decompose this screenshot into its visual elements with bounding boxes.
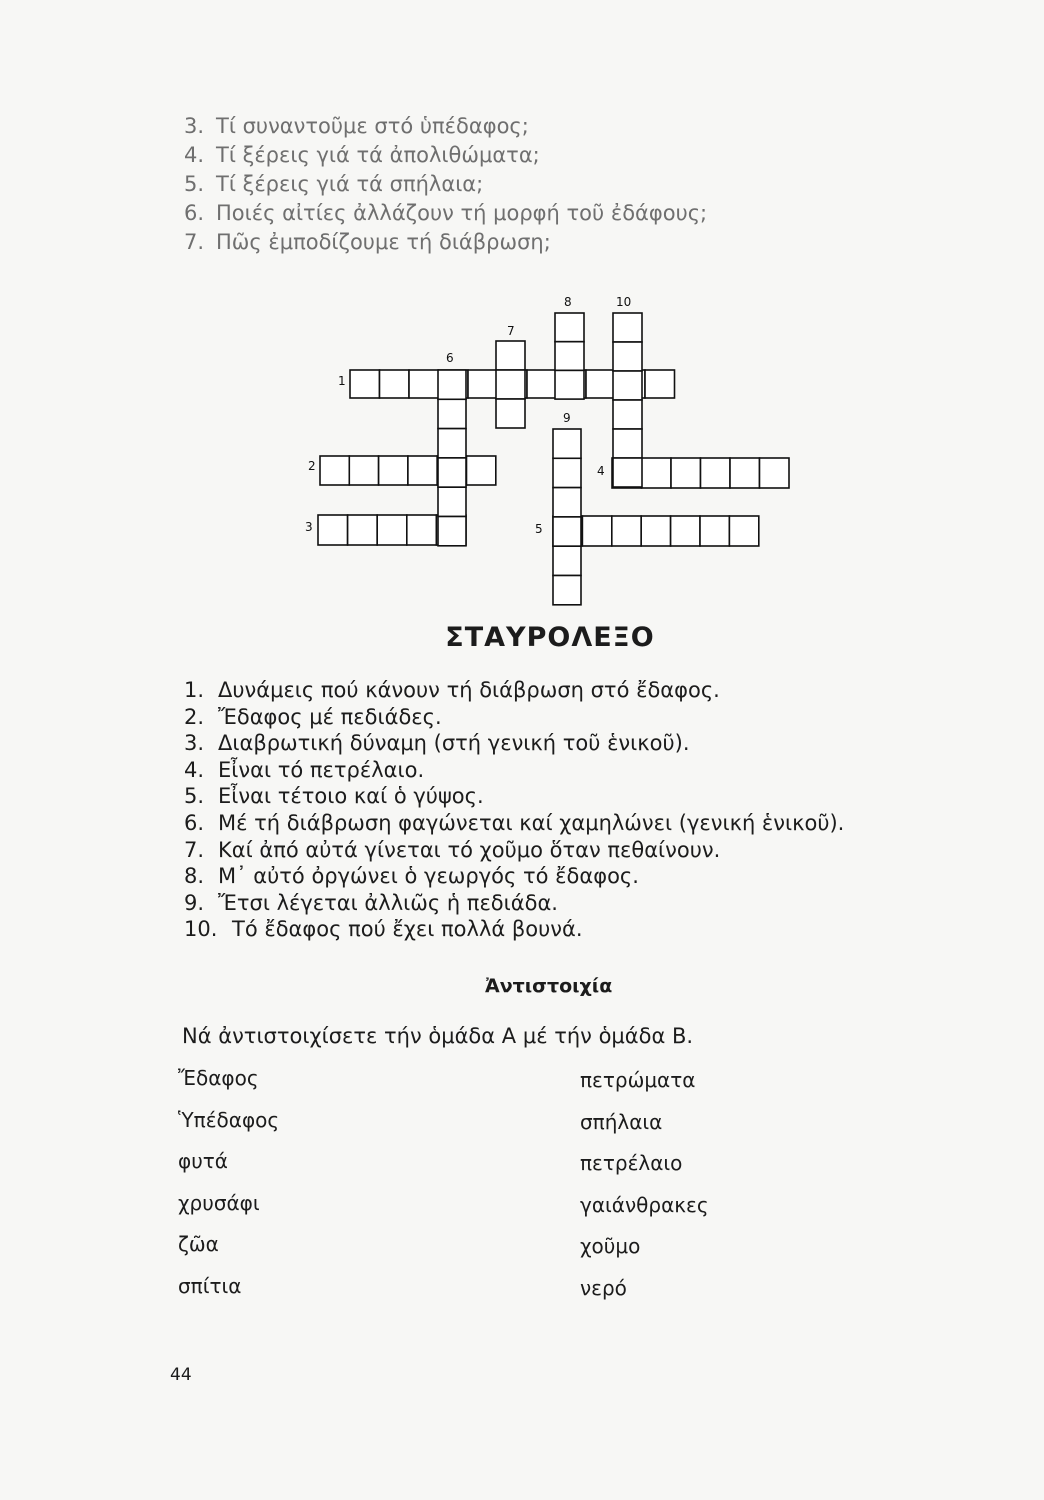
crossword-cell[interactable] <box>612 516 641 546</box>
clue-item: 5. Εἶναι τέτοιο καί ὁ γύψος. <box>184 784 484 809</box>
crossword-cell[interactable] <box>553 546 581 575</box>
group-b-item: γαιάνθρακες <box>580 1192 709 1217</box>
group-a-item: Ἔδαφος <box>178 1066 259 1090</box>
crossword-cell[interactable] <box>613 400 642 429</box>
crossword-cell[interactable] <box>641 516 670 546</box>
crossword-cell[interactable] <box>613 429 642 458</box>
crossword-cell[interactable] <box>468 370 498 398</box>
crossword-cell[interactable] <box>730 458 760 488</box>
crossword-cell[interactable] <box>760 458 790 488</box>
crossword-cell[interactable] <box>645 370 675 398</box>
group-b-item: πετρέλαιο <box>580 1151 683 1175</box>
crossword-cell[interactable] <box>348 515 378 545</box>
crossword-number-5: 5 <box>535 522 543 536</box>
crossword-cell[interactable] <box>407 515 437 545</box>
question-item: 6. Ποιές αἰτίες ἀλλάζουν τή μορφή τοῦ ἐδάφους; <box>184 201 708 225</box>
crossword-cell[interactable] <box>555 313 584 342</box>
crossword-cell[interactable] <box>613 342 642 371</box>
crossword-cell[interactable] <box>349 456 378 485</box>
crossword-cell[interactable] <box>438 399 466 428</box>
question-item: 4. Τί ξέρεις γιά τά ἀπολιθώματα; <box>184 143 540 167</box>
group-b-item: πετρώματα <box>580 1068 696 1092</box>
crossword-number-9: 9 <box>563 411 571 425</box>
crossword-cell[interactable] <box>582 516 611 546</box>
crossword-cell[interactable] <box>318 515 348 545</box>
crossword-cell[interactable] <box>409 370 439 398</box>
crossword-number-8: 8 <box>564 295 572 309</box>
crossword-cell[interactable] <box>700 516 729 546</box>
group-b-list <box>580 1060 709 1309</box>
crossword-cell[interactable] <box>555 370 584 399</box>
crossword-cells[interactable] <box>318 313 789 605</box>
crossword-cell[interactable] <box>553 576 581 605</box>
group-a-item: ζῶα <box>178 1232 219 1256</box>
crossword-title: ΣΤΑΥΡΟΛΕΞΟ <box>445 622 655 653</box>
group-b-item: νερό <box>580 1275 627 1300</box>
clue-item: 4. Εἶναι τό πετρέλαιο. <box>184 757 425 782</box>
clue-item: 3. Διαβρωτική δύναμη (στή γενική τοῦ ἑνικοῦ). <box>184 731 690 756</box>
clue-item: 6. Μέ τή διάβρωση φαγώνεται καί χαμηλώνει (γενική ἑνικοῦ). <box>184 810 845 835</box>
crossword-cell[interactable] <box>320 456 349 485</box>
crossword-cell[interactable] <box>527 370 557 398</box>
clue-item: 7. Καί ἀπό αὐτά γίνεται τό χοῦμο ὅταν πεθαίνουν. <box>184 837 721 862</box>
crossword-cell[interactable] <box>701 458 731 488</box>
question-item: 3. Τί συναντοῦμε στό ὑπέδαφος; <box>184 114 529 138</box>
crossword-number-2: 2 <box>308 459 316 473</box>
crossword-grid[interactable] <box>0 0 1044 640</box>
group-a-item: Ὑπέδαφος <box>178 1107 280 1132</box>
crossword-cell[interactable] <box>642 458 672 488</box>
crossword-cell[interactable] <box>350 370 380 398</box>
group-a-item: φυτά <box>178 1149 228 1173</box>
crossword-cell[interactable] <box>553 429 581 458</box>
crossword-cell[interactable] <box>729 516 758 546</box>
group-a-list <box>178 1058 279 1307</box>
crossword-cell[interactable] <box>438 458 466 487</box>
crossword-number-1: 1 <box>338 374 346 388</box>
clue-item: 8. Μ᾿ αὐτό ὀργώνει ὁ γεωργός τό ἔδαφος. <box>184 864 639 889</box>
question-item: 7. Πῶς ἐμποδίζουμε τή διάβρωση; <box>184 230 551 254</box>
matching-title: Ἀντιστοιχία <box>485 975 613 997</box>
crossword-cell[interactable] <box>586 370 616 398</box>
crossword-cell[interactable] <box>380 370 410 398</box>
crossword-number-6: 6 <box>446 351 454 365</box>
crossword-cell[interactable] <box>438 487 466 516</box>
group-b-item: χοῦμο <box>580 1234 641 1258</box>
group-b-item: σπήλαια <box>580 1109 663 1134</box>
crossword-cell[interactable] <box>613 371 642 400</box>
crossword-cell[interactable] <box>555 342 584 371</box>
crossword-cell[interactable] <box>496 399 525 428</box>
crossword-cell[interactable] <box>467 456 496 485</box>
crossword-cell[interactable] <box>553 458 581 487</box>
group-a-item: σπίτια <box>178 1273 242 1298</box>
group-a-item: χρυσάφι <box>178 1190 260 1215</box>
crossword-cell[interactable] <box>553 517 581 546</box>
crossword-number-7: 7 <box>507 324 515 338</box>
crossword-cell[interactable] <box>379 456 408 485</box>
crossword-cell[interactable] <box>671 516 700 546</box>
matching-instruction: Νά ἀντιστοιχίσετε τήν ὁμάδα Α μέ τήν ὁμάδα Β. <box>182 1024 694 1048</box>
crossword-cell[interactable] <box>377 515 407 545</box>
crossword-cell[interactable] <box>613 313 642 342</box>
crossword-cell[interactable] <box>438 370 466 399</box>
crossword-cell[interactable] <box>438 517 466 546</box>
clue-item: 1. Δυνάμεις πού κάνουν τή διάβρωση στό ἔδαφος. <box>184 678 720 702</box>
crossword-number-3: 3 <box>305 520 313 534</box>
crossword-clues <box>184 677 844 943</box>
crossword-cell[interactable] <box>553 488 581 517</box>
crossword-number-4: 4 <box>597 464 605 478</box>
page-number: 44 <box>170 1365 192 1385</box>
crossword-cell[interactable] <box>496 370 525 399</box>
clue-item: 10. Τό ἔδαφος πού ἔχει πολλά βουνά. <box>184 917 583 942</box>
question-item: 5. Τί ξέρεις γιά τά σπήλαια; <box>184 172 484 196</box>
crossword-cell[interactable] <box>496 341 525 370</box>
clue-item: 2. Ἔδαφος μέ πεδιάδες. <box>184 704 442 729</box>
crossword-cell[interactable] <box>408 456 437 485</box>
crossword-cell[interactable] <box>671 458 701 488</box>
clue-item: 9. Ἔτσι λέγεται ἀλλιῶς ἡ πεδιάδα. <box>184 890 558 915</box>
crossword-cell[interactable] <box>613 458 642 487</box>
crossword-cell[interactable] <box>438 429 466 458</box>
crossword-number-10: 10 <box>616 295 632 309</box>
